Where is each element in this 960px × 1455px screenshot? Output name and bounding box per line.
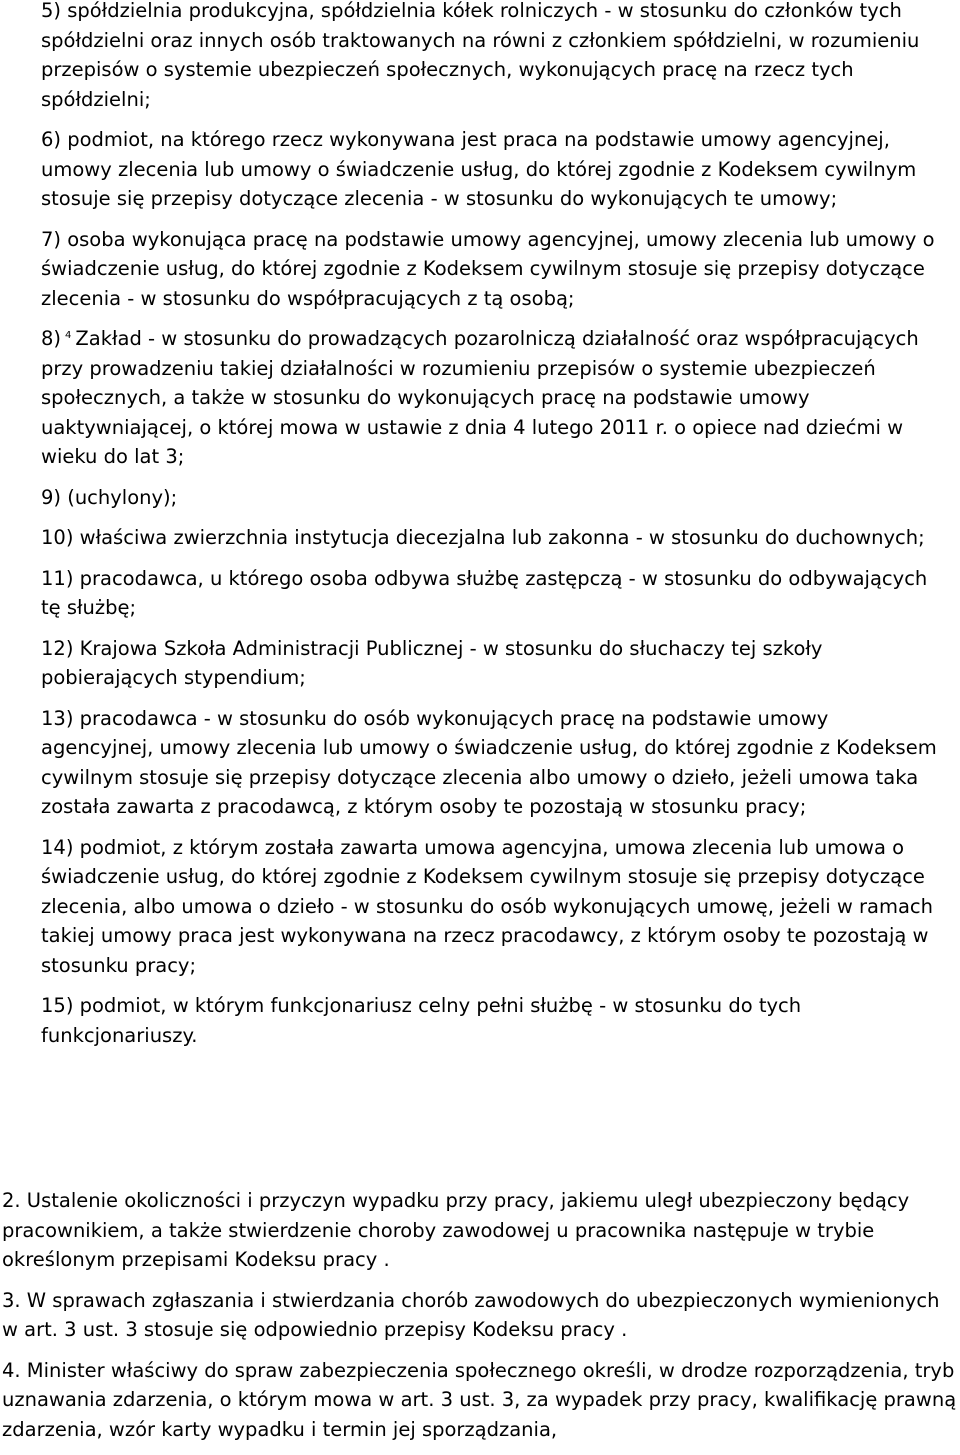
list-item-9: 9) (uchylony); xyxy=(41,485,178,509)
list-item-15: 15) podmiot, w którym funkcjonariusz celny pełni służbę - w stosunku do tych funkcjonariuszy. xyxy=(41,994,802,1047)
section-3: 3. W sprawach zgłaszania i stwierdzania chorób zawodowych do ubezpieczonych wymienionych w art. 3 ust. 3 stosuje się odpowiednio przepisy Kodeksu pracy . xyxy=(2,1288,940,1341)
list-item-11: 11) pracodawca, u którego osoba odbywa służbę zastępczą - w stosunku do odbywających tę służbę; xyxy=(41,566,928,619)
list-item-13: 13) pracodawca - w stosunku do osób wykonujących pracę na podstawie umowy agencyjnej, umowy zlecenia lub umowy o świadczenie usług, do której zgodnie z Kodeksem cywilnym stosuje się przepisy dotyczące zlecenia albo umowy o dzieło, jeżeli umowa taka została zawarta z pracodawcą, z którym osoby te pozostają w stosunku pracy; xyxy=(41,706,937,818)
section-4: 4. Minister właściwy do spraw zabezpieczenia społecznego określi, w drodze rozporządzenia, tryb uznawania zdarzenia, o którym mowa w art. 3 ust. 3, za wypadek przy pracy, kwalifikację prawną zdarzenia, wzór karty wypadku i termin jej sporządzania, xyxy=(2,1358,957,1441)
list-item-12: 12) Krajowa Szkoła Administracji Publicznej - w stosunku do słuchaczy tej szkoły pobierających stypendium; xyxy=(41,636,823,689)
enumerated-list xyxy=(41,0,941,1061)
footnote-marker[interactable]: 4 xyxy=(65,330,72,341)
list-item-8 xyxy=(41,324,941,472)
list-item-14: 14) podmiot, z którym została zawarta umowa agencyjna, umowa zlecenia lub umowa o świadczenie usług, do której zgodnie z Kodeksem cywilnym stosuje się przepisy dotyczące zlecenia, albo umowa o dzieło - w stosunku do osób wykonujących umowę, jeżeli w ramach takiej umowy praca jest wykonywana na rzecz pracodawcy, z którym osoby te pozostają w stosunku pracy; xyxy=(41,835,934,977)
list-item-5: 5) spółdzielnia produkcyjna, spółdzielnia kółek rolniczych - w stosunku do członków tych spółdzielni oraz innych osób traktowanych na równi z członkiem spółdzielni, w rozumieniu przepisów o systemie ubezpieczeń społecznych, wykonujących pracę na rzecz tych spółdzielni; xyxy=(41,0,920,111)
list-item-7: 7) osoba wykonująca pracę na podstawie umowy agencyjnej, umowy zlecenia lub umowy o świadczenie usług, do której zgodnie z Kodeksem cywilnym stosuje się przepisy dotyczące zlecenia - w stosunku do współpracujących z tą osobą; xyxy=(41,227,935,310)
list-item-6: 6) podmiot, na którego rzecz wykonywana jest praca na podstawie umowy agencyjnej, umowy zlecenia lub umowy o świadczenie usług, do której zgodnie z Kodeksem cywilnym stosuje się przepisy dotyczące zlecenia - w stosunku do wykonujących te umowy; xyxy=(41,128,917,210)
list-item-8-number: 8) xyxy=(41,327,62,350)
list-item-8-text: Zakład - w stosunku do prowadzących pozarolniczą działalność oraz współpracujących przy prowadzeniu takiej działalności w rozumieniu przepisów o systemie ubezpieczeń społecznych, a także w stosunku do wykonujących pracę na podstawie umowy uaktywniającej, o której mowa w ustawie z dnia 4 lutego 2011 r. o opiece nad dziećmi w wieku do lat 3; xyxy=(41,327,919,468)
section-2: 2. Ustalenie okoliczności i przyczyn wypadku przy pracy, jakiemu uległ ubezpieczony będący pracownikiem, a także stwierdzenie choroby zawodowej u pracownika następuje w trybie określonym przepisami Kodeksu pracy . xyxy=(2,1189,910,1271)
list-item-10: 10) właściwa zwierzchnia instytucja diecezjalna lub zakonna - w stosunku do duchownych; xyxy=(41,526,925,549)
sections xyxy=(2,1186,960,1455)
